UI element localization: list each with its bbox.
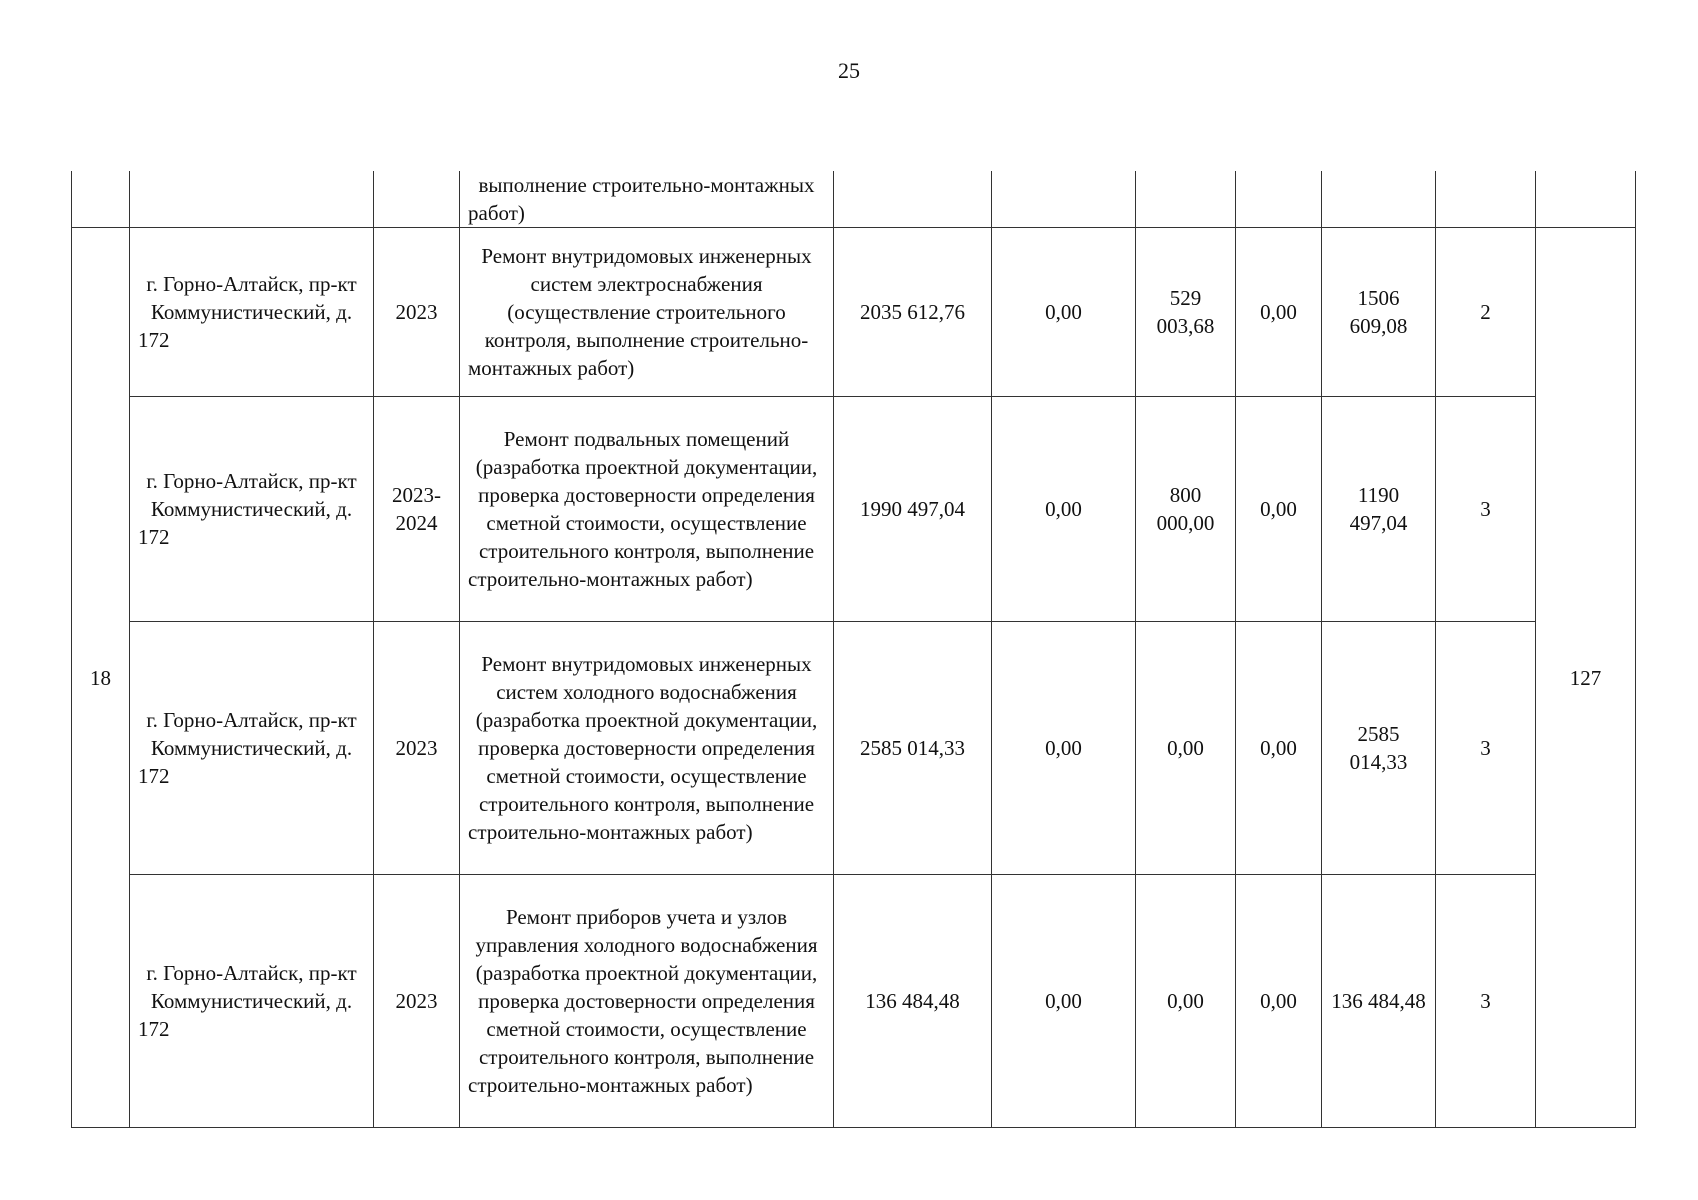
- cell-c1: 0,00: [992, 228, 1136, 397]
- cell-year: 2023: [374, 622, 460, 875]
- repair-plan-table: [71, 171, 1636, 1128]
- page-number: 25: [838, 58, 860, 83]
- cell-c1: 0,00: [992, 397, 1136, 622]
- cell-year: 2023: [374, 875, 460, 1128]
- continuation-row: [72, 171, 1636, 228]
- cell-c4: 1506 609,08: [1322, 228, 1436, 397]
- cell-c2: 0,00: [1136, 622, 1236, 875]
- cell-work: Ремонт внутридомовых инженерных систем холодного водоснабжения (разработка проектной документации, проверка достоверности определения сметной стоимости, осуществление строительного контроля, выполнение строительно-монтажных работ): [460, 622, 834, 875]
- cell-address: [130, 171, 374, 228]
- cell-c2: [1136, 171, 1236, 228]
- group-number: 18: [72, 228, 130, 1128]
- cell-c1: 0,00: [992, 622, 1136, 875]
- cell-total: 2035 612,76: [834, 228, 992, 397]
- cell-work: Ремонт приборов учета и узлов управления холодного водоснабжения (разработка проектной документации, проверка достоверности определения сметной стоимости, осуществление строительного контроля, выполнение строительно-монтажных работ): [460, 875, 834, 1128]
- cell-c5: 3: [1436, 397, 1536, 622]
- table-row: [72, 397, 1636, 622]
- table-row: [72, 622, 1636, 875]
- cell-total: [834, 171, 992, 228]
- cell-c4: [1322, 171, 1436, 228]
- cell-address: г. Горно-Алтайск, пр-кт Коммунистический, д. 172: [130, 228, 374, 397]
- cell-address: г. Горно-Алтайск, пр-кт Коммунистический, д. 172: [130, 397, 374, 622]
- cell-c5: 3: [1436, 622, 1536, 875]
- cell-total: 2585 014,33: [834, 622, 992, 875]
- cell-year: [374, 171, 460, 228]
- cell-last: [1536, 171, 1636, 228]
- cell-c3: 0,00: [1236, 622, 1322, 875]
- cell-work: Ремонт подвальных помещений (разработка проектной документации, проверка достоверности определения сметной стоимости, осуществление строительного контроля, выполнение строительно-монтажных работ): [460, 397, 834, 622]
- cell-c2: 800 000,00: [1136, 397, 1236, 622]
- cell-work: выполнение строительно-монтажных работ): [460, 171, 834, 228]
- cell-number: [72, 171, 130, 228]
- cell-work: Ремонт внутридомовых инженерных систем электроснабжения (осуществление строительного контроля, выполнение строительно-монтажных работ): [460, 228, 834, 397]
- cell-c5: 3: [1436, 875, 1536, 1128]
- cell-c3: 0,00: [1236, 875, 1322, 1128]
- cell-year: 2023-2024: [374, 397, 460, 622]
- cell-c4: 2585 014,33: [1322, 622, 1436, 875]
- cell-c5: [1436, 171, 1536, 228]
- group-last-col: 127: [1536, 228, 1636, 1128]
- cell-c1: [992, 171, 1136, 228]
- cell-c1: 0,00: [992, 875, 1136, 1128]
- cell-c3: [1236, 171, 1322, 228]
- cell-address: г. Горно-Алтайск, пр-кт Коммунистический, д. 172: [130, 622, 374, 875]
- cell-c3: 0,00: [1236, 228, 1322, 397]
- cell-c4: 1190 497,04: [1322, 397, 1436, 622]
- cell-c4: 136 484,48: [1322, 875, 1436, 1128]
- cell-c3: 0,00: [1236, 397, 1322, 622]
- cell-c2: 0,00: [1136, 875, 1236, 1128]
- cell-year: 2023: [374, 228, 460, 397]
- cell-total: 136 484,48: [834, 875, 992, 1128]
- cell-address: г. Горно-Алтайск, пр-кт Коммунистический, д. 172: [130, 875, 374, 1128]
- cell-total: 1990 497,04: [834, 397, 992, 622]
- cell-c5: 2: [1436, 228, 1536, 397]
- table-row: [72, 228, 1636, 397]
- cell-c2: 529 003,68: [1136, 228, 1236, 397]
- table-row: [72, 875, 1636, 1128]
